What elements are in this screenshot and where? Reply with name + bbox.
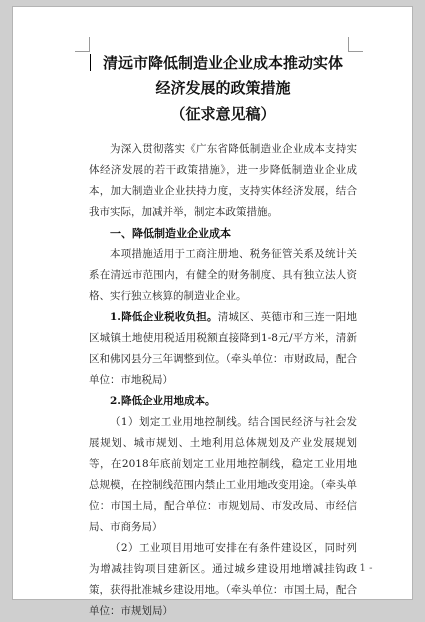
item-2-heading: 2.降低企业用地成本。 (110, 395, 216, 407)
item-2-sub-2-paragraph: （2）工业项目用地可安排在有条件建设区，同时列为增减挂钩项目建新区。通过城乡建设用地增减挂钩政策，获得批准城乡建设用地。（牵头单位：市国土局，配合单位：市规划局） (89, 542, 357, 617)
intro-paragraph: 为深入贯彻落实《广东省降低制造业企业成本支持实体经济发展的若干政策措施》，进一步降低制造业企业成本，加大制造业企业扶持力度，支持实体经济发展，结合我市实际，加减并举，制定本政策措施。 (89, 143, 357, 218)
document-body[interactable] (89, 139, 357, 622)
crop-mark-top-left (75, 37, 90, 52)
crop-mark-top-right (348, 37, 363, 52)
document-page (12, 6, 413, 617)
section-1-heading: 一、降低制造业企业成本 (110, 227, 231, 240)
document-title-line-1: 清远市降低制造业企业成本推动实体 (102, 54, 343, 72)
section-1-scope-paragraph: 本项措施适用于工商注册地、税务征管关系及统计关系在清远市范围内，有健全的财务制度、具有独立法人资格、实行独立核算的制造业企业。 (89, 248, 357, 302)
page-number: - 1 - (353, 563, 373, 574)
item-2-sub-1-paragraph: （1）划定工业用地控制线。结合国民经济与社会发展规划、城市规划、土地利用总体规划及产业发展规划等，在2018年底前划定工业用地控制线，稳定工业用地总规模，在控制线范围内禁止工业用地改变用途。（牵头单位：市国土局，配合单位：市规划局、市发改局、市经信局、市商务局） (89, 416, 357, 533)
item-1-paragraph (89, 307, 357, 391)
item-1-heading: 1.降低企业税收负担。 (110, 311, 218, 323)
document-title-draft-note: （征求意见稿） (170, 105, 276, 123)
item-1-text: 清城区、英德市和三连一阳地区城镇土地使用税适用税额直接降到1-8元/平方米，清新区和佛冈县分三年调整到位。（牵头单位：市财政局，配合单位：市地税局） (89, 311, 357, 386)
document-title-line-2: 经济发展的政策措施 (155, 79, 291, 97)
